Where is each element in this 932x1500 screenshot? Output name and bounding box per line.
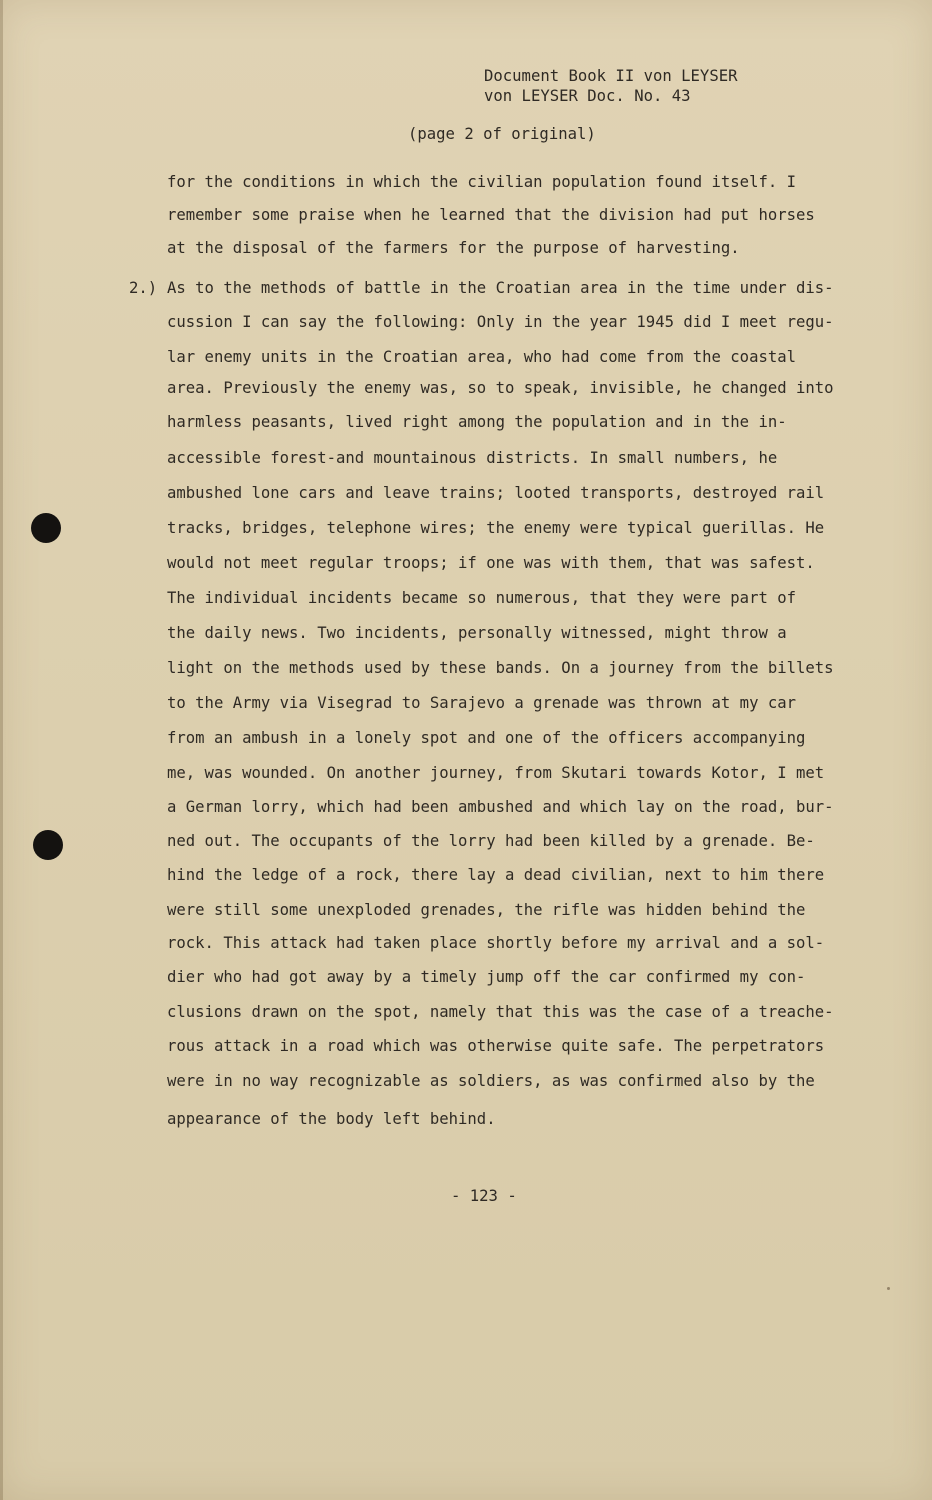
paragraph-1-line: at the disposal of the farmers for the purpose of harvesting. bbox=[167, 239, 740, 257]
paragraph-2-line: ambushed lone cars and leave trains; looted transports, destroyed rail bbox=[167, 484, 825, 502]
paragraph-2-line: a German lorry, which had been ambushed and which lay on the road, bur- bbox=[167, 798, 834, 816]
paragraph-2-line: were in no way recognizable as soldiers, as was confirmed also by the bbox=[167, 1072, 815, 1090]
paragraph-2-line: would not meet regular troops; if one was with them, that was safest. bbox=[167, 554, 815, 572]
paragraph-2-line: area. Previously the enemy was, so to speak, invisible, he changed into bbox=[167, 379, 834, 397]
paragraph-2-line: accessible forest-and mountainous districts. In small numbers, he bbox=[167, 449, 778, 467]
paragraph-2-number: 2.) bbox=[129, 279, 158, 297]
paragraph-1-line: remember some praise when he learned that the division had put horses bbox=[167, 206, 815, 224]
paper-speck bbox=[887, 1287, 890, 1290]
paragraph-2-line: dier who had got away by a timely jump off the car confirmed my con- bbox=[167, 968, 806, 986]
paragraph-2-line: from an ambush in a lonely spot and one of the officers accompanying bbox=[167, 729, 806, 747]
paragraph-2-line: harmless peasants, lived right among the population and in the in- bbox=[167, 413, 787, 431]
paragraph-2-line: rock. This attack had taken place shortly before my arrival and a sol- bbox=[167, 934, 825, 952]
paragraph-2-line: to the Army via Visegrad to Sarajevo a grenade was thrown at my car bbox=[167, 694, 797, 712]
header-line-1: Document Book II von LEYSER bbox=[484, 67, 738, 85]
paragraph-2-line: cussion I can say the following: Only in the year 1945 did I meet regu- bbox=[167, 313, 834, 331]
paragraph-2-line: clusions drawn on the spot, namely that this was the case of a treache- bbox=[167, 1003, 834, 1021]
paragraph-2-line: tracks, bridges, telephone wires; the enemy were typical guerillas. He bbox=[167, 519, 825, 537]
paragraph-2-line: the daily news. Two incidents, personally witnessed, might throw a bbox=[167, 624, 787, 642]
paragraph-2-line: were still some unexploded grenades, the rifle was hidden behind the bbox=[167, 901, 806, 919]
page-edge bbox=[0, 0, 3, 1500]
paragraph-2-line: light on the methods used by these bands. On a journey from the billets bbox=[167, 659, 834, 677]
paragraph-2-line: ned out. The occupants of the lorry had been killed by a grenade. Be- bbox=[167, 832, 815, 850]
paragraph-2-line: hind the ledge of a rock, there lay a dead civilian, next to him there bbox=[167, 866, 825, 884]
paragraph-2-line: rous attack in a road which was otherwise quite safe. The perpetrators bbox=[167, 1037, 825, 1055]
paragraph-2-line: lar enemy units in the Croatian area, who had come from the coastal bbox=[167, 348, 797, 366]
paragraph-2-line: The individual incidents became so numerous, that they were part of bbox=[167, 589, 797, 607]
page-note: (page 2 of original) bbox=[408, 125, 596, 143]
paragraph-2-line: me, was wounded. On another journey, from Skutari towards Kotor, I met bbox=[167, 764, 825, 782]
punch-hole-top bbox=[31, 513, 61, 543]
paragraph-2-line: As to the methods of battle in the Croatian area in the time under dis- bbox=[167, 279, 834, 297]
punch-hole-bottom bbox=[33, 830, 63, 860]
header-line-2: von LEYSER Doc. No. 43 bbox=[484, 87, 691, 105]
page-number: - 123 - bbox=[451, 1187, 517, 1205]
paragraph-2-line: appearance of the body left behind. bbox=[167, 1110, 496, 1128]
paragraph-1-line: for the conditions in which the civilian population found itself. I bbox=[167, 173, 797, 191]
